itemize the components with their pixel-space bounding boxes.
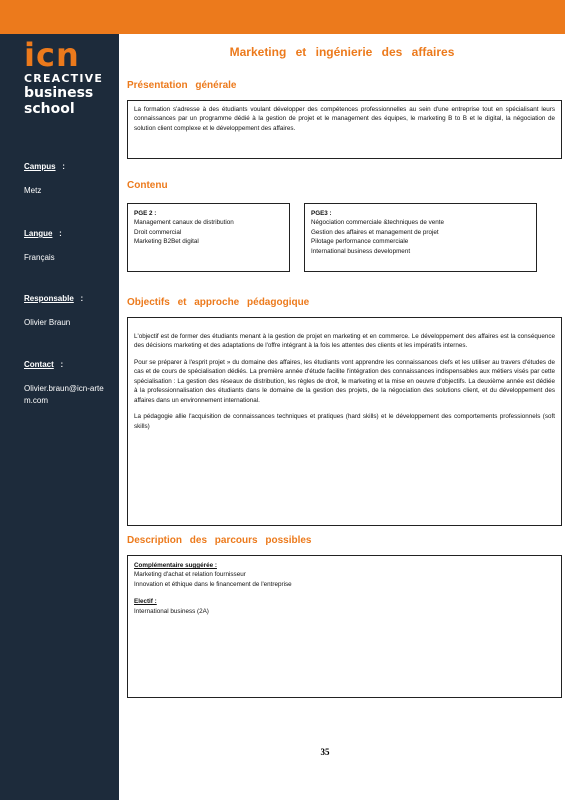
spacer: [134, 589, 555, 597]
responsable-label: Responsable: [24, 294, 74, 303]
contenu-pge2-box: [127, 203, 290, 272]
contact-label: Contact: [24, 360, 54, 369]
campus-label-row: Campus :: [24, 162, 65, 171]
contact-label-row: Contact :: [24, 360, 64, 369]
objectifs-paragraph: La pédagogie allie l'acquisition de connaissances techniques et pratiques (hard skills) et le développement des comportements professionnels (soft skills): [134, 413, 555, 430]
langue-value: Français: [24, 253, 55, 262]
objectifs-paragraph: L'objectif est de former des étudiants menant à la gestion de projet en marketing et en commerce. Le développement des affaires est la conséquence des décisions marketing et des adaptations de l'offre intégrant à la fois les attentes des clients et les impératifs internes.: [134, 333, 555, 350]
pge3-item: International business development: [311, 247, 411, 255]
campus-block: [24, 162, 65, 197]
parcours-box: [127, 555, 562, 698]
responsable-label-row: Responsable :: [24, 294, 84, 303]
objectifs-box: [127, 317, 562, 526]
pge2-item: Marketing B2Bet digital: [134, 238, 199, 246]
electif-label: Electif :: [134, 598, 157, 606]
contenu-heading: Contenu: [127, 180, 168, 191]
pge3-title: PGE3 :: [311, 210, 332, 217]
electif-item: International business (2A): [134, 607, 209, 615]
contact-email[interactable]: Olivier.braun@icn-artem.com: [24, 384, 104, 405]
contenu-pge3-box: [304, 203, 537, 272]
complementaire-item: Innovation et éthique dans le financement de l'entreprise: [134, 580, 292, 588]
pge3-item: Gestion des affaires et management de projet: [311, 228, 439, 236]
pge2-item: Management canaux de distribution: [134, 219, 234, 227]
parcours-heading: Description des parcours possibles: [127, 535, 312, 546]
pge2-item: Droit commercial: [134, 228, 182, 236]
objectifs-paragraph: Pour se préparer à l'esprit projet » du domaine des affaires, les étudiants vont apprendre les connaissances clefs et les utiliser au travers d'études de cas et de cours de spécialisation dédiés. La première année d'étude facilite l'intégration des connaissances indispensables aux métiers visés par cette spécialisation : La gestion des réseaux de distribution, les règles de droit, le marketing et la mise en oeuvre d'objectifs. La deuxième année est dédiée à la professionnalisation des étudiants dans le domaine de la gestion des projets, de la négociation des solutions client, et du développement des affaires dans un environnement international.: [134, 358, 555, 404]
langue-label: Langue: [24, 229, 53, 238]
presentation-text: La formation s'adresse à des étudiants voulant développer des compétences professionnelles au sein d'une entreprise tout en spécialisant leurs connaissances par un programme dédié à la gestion de projet et le management des équipes, le marketing B to B et le digital, la négociation de solution client complexe et le développement des affaires.: [134, 106, 555, 132]
logo-business-text: business: [24, 85, 94, 101]
top-orange-bar: [0, 0, 565, 34]
presentation-heading: Présentation générale: [127, 80, 237, 91]
contact-block: [24, 360, 104, 406]
pge3-item: Négociation commerciale &techniques de vente: [311, 219, 445, 227]
presentation-box: [127, 100, 562, 159]
logo-icn-text: icn: [24, 36, 80, 74]
pge2-title: PGE 2 :: [134, 210, 157, 217]
icn-logo: [24, 36, 104, 117]
langue-block: [24, 229, 62, 264]
logo-creactive-text: CREACTIVE: [24, 72, 104, 85]
responsable-block: [24, 294, 83, 329]
pge3-item: Pilotage performance commerciale: [311, 238, 409, 246]
langue-label-row: Langue :: [24, 229, 62, 238]
page-number: 35: [320, 747, 330, 757]
responsable-value: Olivier Braun: [24, 318, 71, 327]
logo-school-text: school: [24, 101, 75, 117]
objectifs-heading: Objectifs et approche pédagogique: [127, 297, 310, 308]
campus-label: Campus: [24, 162, 56, 171]
sidebar: [0, 34, 119, 800]
complementaire-label: Complémentaire suggérée :: [134, 562, 217, 569]
campus-value: Metz: [24, 186, 42, 195]
complementaire-item: Marketing d'achat et relation fournisseur: [134, 571, 246, 579]
program-title: Marketing et ingénierie des affaires: [229, 45, 455, 59]
